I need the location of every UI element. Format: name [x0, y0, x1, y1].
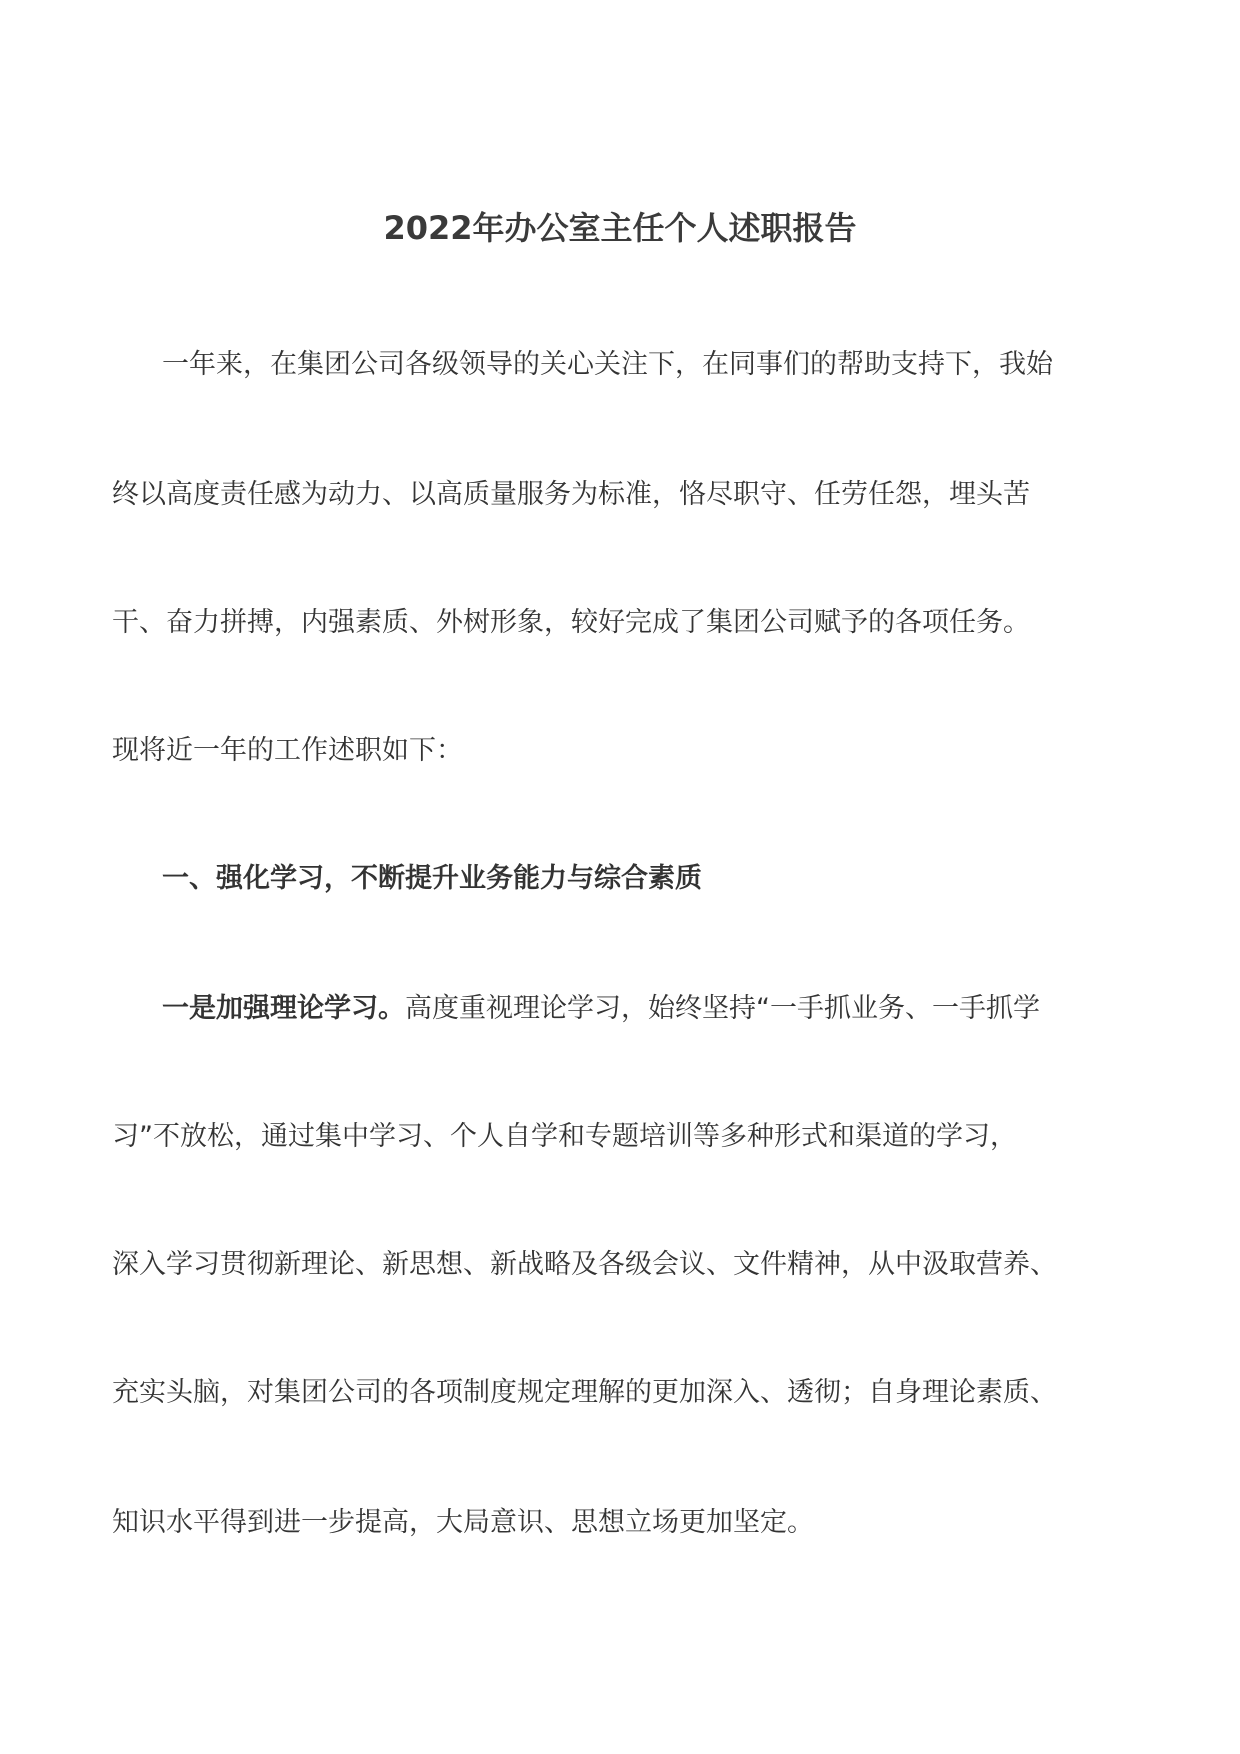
- paragraph-line: 习”不放松，通过集中学习、个人自学和专题培训等多种形式和渠道的学习，: [112, 1121, 1017, 1152]
- paragraph-line: 干、奋力拼搏，内强素质、外树形象，较好完成了集团公司赋予的各项任务。: [112, 607, 1030, 638]
- paragraph-line: 充实头脑，对集团公司的各项制度规定理解的更加深入、透彻；自身理论素质、: [112, 1377, 1057, 1408]
- paragraph-line: 知识水平得到进一步提高，大局意识、思想立场更加坚定。: [112, 1507, 814, 1538]
- item-text: 高度重视理论学习，始终坚持“一手抓业务、一手抓学: [405, 993, 1040, 1024]
- paragraph-line: [162, 986, 1202, 1032]
- paragraph-line: 深入学习贯彻新理论、新思想、新战略及各级会议、文件精神，从中汲取营养、: [112, 1249, 1057, 1280]
- section-heading: 一、强化学习，不断提升业务能力与综合素质: [162, 863, 702, 894]
- paragraph-line: 一年来，在集团公司各级领导的关心关注下，在同事们的帮助支持下，我始: [162, 349, 1053, 380]
- item-lead: 一是加强理论学习。: [162, 993, 405, 1024]
- paragraph-line: 现将近一年的工作述职如下：: [112, 735, 463, 766]
- document-title: 2022年办公室主任个人述职报告: [383, 209, 857, 247]
- paragraph-line: 终以高度责任感为动力、以高质量服务为标准，恪尽职守、任劳任怨，埋头苦: [112, 479, 1030, 510]
